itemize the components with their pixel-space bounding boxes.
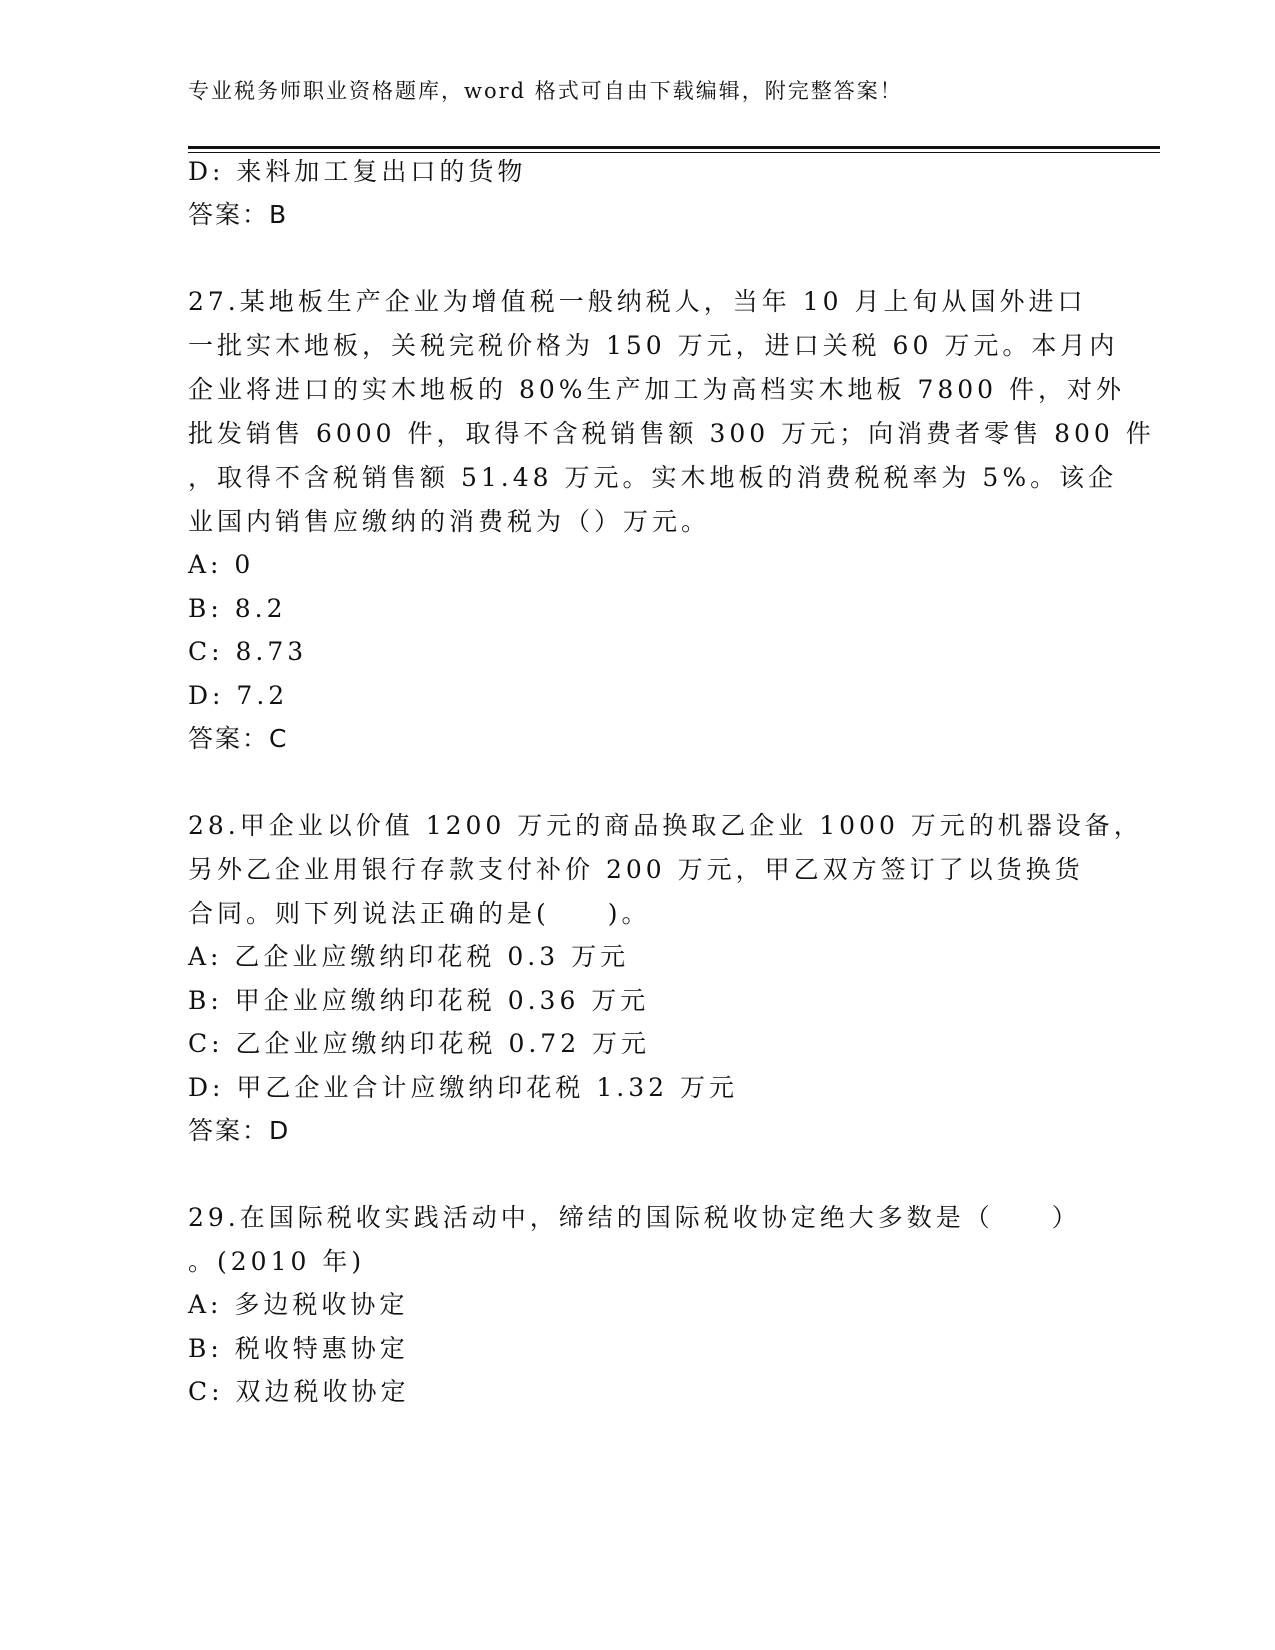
- q27-option-a: A: 0: [188, 550, 255, 579]
- q29-option-c: C: 双边税收协定: [188, 1377, 410, 1406]
- q28-option-b: B: 甲企业应缴纳印花税 0.36 万元: [188, 986, 650, 1015]
- q28-answer: 答案：D: [188, 1116, 291, 1145]
- q27-stem-line-1: 27.某地板生产企业为增值税一般纳税人，当年 10 月上旬从国外进口: [188, 287, 1087, 316]
- q29-stem-line-1: 29.在国际税收实践活动中，缔结的国际税收协定绝大多数是（ ）: [188, 1203, 1081, 1232]
- q27-option-d: D: 7.2: [188, 681, 289, 710]
- q27-option-b: B: 8.2: [188, 594, 287, 623]
- page-header: 专业税务师职业资格题库，word 格式可自由下载编辑，附完整答案！: [188, 79, 903, 103]
- q27-stem-line-6: 业国内销售应缴纳的消费税为（）万元。: [188, 507, 711, 536]
- q29-stem-line-2: 。(2010 年): [188, 1247, 366, 1276]
- q29-option-a: A: 多边税收协定: [188, 1290, 409, 1319]
- q26-option-d: D: 来料加工复出口的货物: [188, 157, 527, 186]
- q28-option-c: C: 乙企业应缴纳印花税 0.72 万元: [188, 1029, 651, 1058]
- q27-stem-line-3: 企业将进口的实木地板的 80%生产加工为高档实木地板 7800 件，对外: [188, 375, 1126, 404]
- q27-stem-line-2: 一批实木地板，关税完税价格为 150 万元，进口关税 60 万元。本月内: [188, 331, 1119, 360]
- q29-option-b: B: 税收特惠协定: [188, 1334, 409, 1363]
- q28-option-a: A: 乙企业应缴纳印花税 0.3 万元: [188, 942, 630, 971]
- header-divider: [188, 146, 1160, 149]
- q27-stem-line-4: 批发销售 6000 件，取得不含税销售额 300 万元；向消费者零售 800 件: [188, 419, 1155, 448]
- q26-answer: 答案：B: [188, 200, 289, 229]
- q28-option-d: D: 甲乙企业合计应缴纳印花税 1.32 万元: [188, 1073, 738, 1102]
- q28-stem-line-1: 28.甲企业以价值 1200 万元的商品换取乙企业 1000 万元的机器设备，: [188, 811, 1143, 840]
- q27-stem-line-5: ，取得不含税销售额 51.48 万元。实木地板的消费税税率为 5%。该企: [188, 463, 1118, 492]
- q27-option-c: C: 8.73: [188, 637, 308, 666]
- q28-stem-line-2: 另外乙企业用银行存款支付补价 200 万元，甲乙双方签订了以货换货: [188, 855, 1084, 884]
- q28-stem-line-3: 合同。则下列说法正确的是( )。: [188, 899, 651, 928]
- header-divider-thin: [188, 152, 1160, 153]
- q27-answer: 答案：C: [188, 724, 289, 753]
